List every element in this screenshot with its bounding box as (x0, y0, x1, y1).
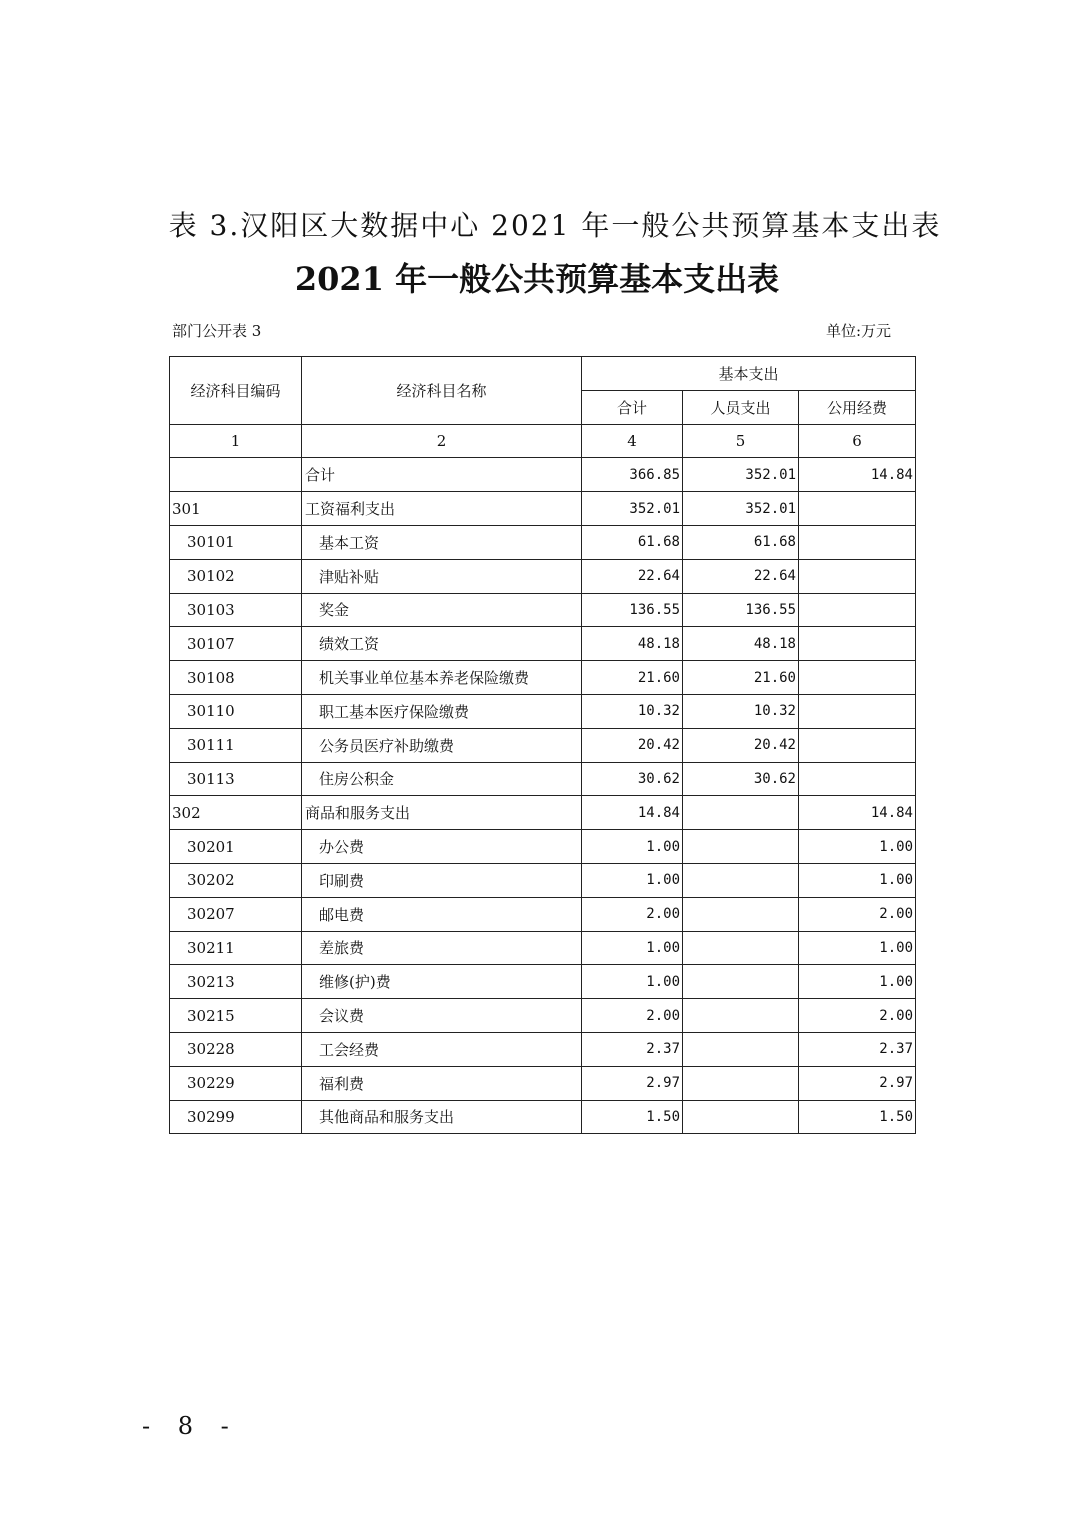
total-cell: 1.00 (582, 965, 683, 999)
code-cell: 30103 (170, 593, 302, 627)
personnel-cell (683, 897, 799, 931)
name-cell: 职工基本医疗保险缴费 (302, 694, 582, 728)
public-cell (799, 728, 916, 762)
table-row (170, 627, 916, 661)
code-cell: 30228 (170, 1032, 302, 1066)
table-row (170, 661, 916, 695)
personnel-cell (683, 1066, 799, 1100)
name-cell: 其他商品和服务支出 (302, 1100, 582, 1134)
header-code: 经济科目编码 (170, 357, 302, 425)
personnel-cell: 30.62 (683, 762, 799, 796)
header-name: 经济科目名称 (302, 357, 582, 425)
public-cell: 1.00 (799, 863, 916, 897)
total-cell: 1.00 (582, 863, 683, 897)
header-personnel: 人员支出 (683, 390, 799, 424)
table-row (170, 492, 916, 526)
personnel-cell (683, 965, 799, 999)
code-cell: 30201 (170, 830, 302, 864)
public-cell (799, 593, 916, 627)
header-total: 合计 (582, 390, 683, 424)
total-cell: 1.00 (582, 931, 683, 965)
personnel-cell (683, 796, 799, 830)
table-row (170, 559, 916, 593)
table-row (170, 762, 916, 796)
code-cell: 30213 (170, 965, 302, 999)
name-cell: 邮电费 (302, 897, 582, 931)
personnel-cell: 20.42 (683, 728, 799, 762)
public-cell: 1.50 (799, 1100, 916, 1134)
code-cell: 30202 (170, 863, 302, 897)
table-row (170, 897, 916, 931)
table-row (170, 830, 916, 864)
code-cell: 302 (170, 796, 302, 830)
code-cell: 30215 (170, 999, 302, 1033)
table-row (170, 1032, 916, 1066)
table-row (170, 931, 916, 965)
public-cell (799, 661, 916, 695)
index-cell: 1 (170, 424, 302, 458)
table-row (170, 796, 916, 830)
personnel-cell: 48.18 (683, 627, 799, 661)
header-basic-expenditure: 基本支出 (582, 357, 916, 391)
code-cell: 301 (170, 492, 302, 526)
total-cell: 2.37 (582, 1032, 683, 1066)
name-cell: 印刷费 (302, 863, 582, 897)
name-cell: 差旅费 (302, 931, 582, 965)
personnel-cell: 21.60 (683, 661, 799, 695)
unit-label: 单位:万元 (826, 322, 892, 340)
code-cell: 30108 (170, 661, 302, 695)
public-cell (799, 492, 916, 526)
header-public: 公用经费 (799, 390, 916, 424)
total-cell: 2.00 (582, 897, 683, 931)
name-cell: 合计 (302, 458, 582, 492)
public-cell (799, 627, 916, 661)
personnel-cell: 136.55 (683, 593, 799, 627)
table-row (170, 694, 916, 728)
code-cell: 30107 (170, 627, 302, 661)
index-cell: 6 (799, 424, 916, 458)
budget-table (169, 356, 916, 1134)
public-cell (799, 762, 916, 796)
name-cell: 机关事业单位基本养老保险缴费 (302, 661, 582, 695)
code-cell: 30102 (170, 559, 302, 593)
personnel-cell (683, 931, 799, 965)
public-cell: 2.00 (799, 999, 916, 1033)
name-cell: 津贴补贴 (302, 559, 582, 593)
total-cell: 48.18 (582, 627, 683, 661)
total-cell: 10.32 (582, 694, 683, 728)
table-row (170, 458, 916, 492)
table-row (170, 525, 916, 559)
table-title: 2021 年一般公共预算基本支出表 (294, 260, 780, 298)
document-title: 表 3.汉阳区大数据中心 2021 年一般公共预算基本支出表 (168, 209, 942, 242)
total-cell: 366.85 (582, 458, 683, 492)
name-cell: 基本工资 (302, 525, 582, 559)
total-cell: 2.97 (582, 1066, 683, 1100)
public-cell (799, 525, 916, 559)
total-cell: 22.64 (582, 559, 683, 593)
table-row (170, 1066, 916, 1100)
code-cell: 30299 (170, 1100, 302, 1134)
code-cell: 30101 (170, 525, 302, 559)
public-cell: 1.00 (799, 965, 916, 999)
code-cell: 30110 (170, 694, 302, 728)
table-row (170, 965, 916, 999)
name-cell: 工会经费 (302, 1032, 582, 1066)
personnel-cell (683, 830, 799, 864)
total-cell: 30.62 (582, 762, 683, 796)
total-cell: 21.60 (582, 661, 683, 695)
total-cell: 136.55 (582, 593, 683, 627)
public-cell: 1.00 (799, 830, 916, 864)
table-row (170, 999, 916, 1033)
code-cell (170, 458, 302, 492)
page-number: - 8 - (142, 1412, 239, 1440)
total-cell: 352.01 (582, 492, 683, 526)
total-cell: 20.42 (582, 728, 683, 762)
name-cell: 福利费 (302, 1066, 582, 1100)
name-cell: 维修(护)费 (302, 965, 582, 999)
public-cell: 14.84 (799, 458, 916, 492)
public-cell: 14.84 (799, 796, 916, 830)
personnel-cell: 352.01 (683, 492, 799, 526)
code-cell: 30211 (170, 931, 302, 965)
code-cell: 30229 (170, 1066, 302, 1100)
personnel-cell (683, 1100, 799, 1134)
personnel-cell (683, 999, 799, 1033)
code-cell: 30111 (170, 728, 302, 762)
code-cell: 30207 (170, 897, 302, 931)
personnel-cell (683, 1032, 799, 1066)
public-cell: 2.00 (799, 897, 916, 931)
personnel-cell: 10.32 (683, 694, 799, 728)
total-cell: 2.00 (582, 999, 683, 1033)
total-cell: 1.00 (582, 830, 683, 864)
name-cell: 绩效工资 (302, 627, 582, 661)
name-cell: 会议费 (302, 999, 582, 1033)
index-cell: 2 (302, 424, 582, 458)
total-cell: 61.68 (582, 525, 683, 559)
table-body (170, 458, 916, 1134)
table-row (170, 863, 916, 897)
total-cell: 14.84 (582, 796, 683, 830)
total-cell: 1.50 (582, 1100, 683, 1134)
table-row (170, 1100, 916, 1134)
name-cell: 奖金 (302, 593, 582, 627)
name-cell: 商品和服务支出 (302, 796, 582, 830)
public-cell (799, 694, 916, 728)
name-cell: 办公费 (302, 830, 582, 864)
name-cell: 工资福利支出 (302, 492, 582, 526)
table-row (170, 728, 916, 762)
personnel-cell: 352.01 (683, 458, 799, 492)
personnel-cell: 22.64 (683, 559, 799, 593)
public-cell (799, 559, 916, 593)
index-cell: 4 (582, 424, 683, 458)
personnel-cell: 61.68 (683, 525, 799, 559)
index-cell: 5 (683, 424, 799, 458)
name-cell: 公务员医疗补助缴费 (302, 728, 582, 762)
table-row (170, 593, 916, 627)
name-cell: 住房公积金 (302, 762, 582, 796)
public-cell: 1.00 (799, 931, 916, 965)
personnel-cell (683, 863, 799, 897)
public-cell: 2.97 (799, 1066, 916, 1100)
form-code: 部门公开表 3 (172, 322, 262, 340)
public-cell: 2.37 (799, 1032, 916, 1066)
code-cell: 30113 (170, 762, 302, 796)
